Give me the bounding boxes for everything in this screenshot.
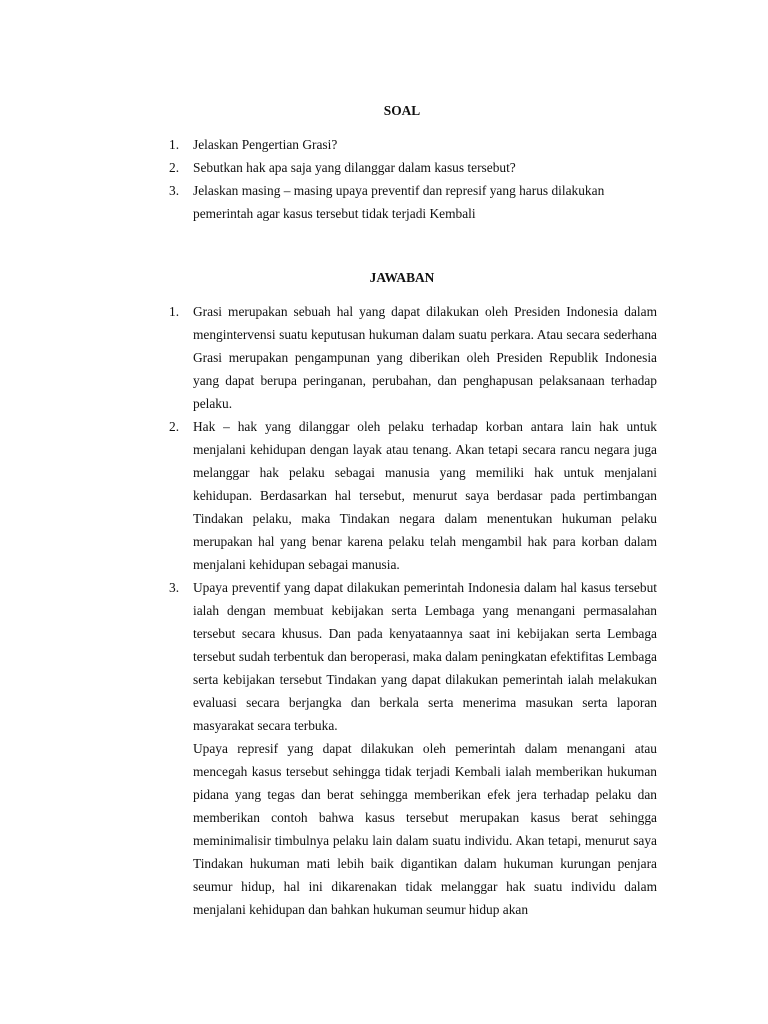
question-text: Jelaskan masing – masing upaya preventif dan represif yang harus dilakukan pemerintah agar kasus tersebut tidak terjadi Kembali [193, 183, 605, 221]
answer-text-represif: Upaya represif yang dapat dilakukan oleh pemerintah dalam menangani atau mencegah kasus tersebut sehingga tidak terjadi Kembali ialah memberikan hukuman pidana yang tegas dan berat sehingga memberikan efek jera terhadap pelaku dan memberikan contoh bahwa kasus tersebut merupakan kasus berat sehingga meminimalisir timbulnya pelaku lain dalam suatu individu. Akan tetapi, menurut saya Tindakan hukuman mati lebih baik digantikan dalam hukuman kurungan penjara seumur hidup, hal ini dikarenakan tidak melanggar hak suatu individu dalam menjalani kehidupan dan bahkan hukuman seumur hidup akan [193, 741, 657, 917]
answer-item [0, 415, 657, 576]
question-item [0, 156, 657, 179]
jawaban-heading: JAWABAN [369, 270, 435, 285]
question-item [0, 133, 657, 156]
question-item [0, 179, 657, 225]
answer-item [0, 576, 657, 921]
question-number: 1. [169, 137, 180, 152]
answer-number: 1. [169, 304, 180, 319]
answer-text: Hak – hak yang dilanggar oleh pelaku terhadap korban antara lain hak untuk menjalani kehidupan dengan layak atau tenang. Akan tetapi secara rancu negara juga melanggar hak pelaku sebagai manusia yang memiliki hak untuk menjalani kehidupan. Berdasarkan hal tersebut, menurut saya berdasar pada pertimbangan Tindakan pelaku, maka Tindakan negara dalam menentukan hukuman pelaku merupakan hal yang benar karena pelaku telah mengambil hak para korban dalam menjalani kehidupan sebagai manusia. [193, 419, 657, 572]
question-list [0, 133, 768, 225]
answer-text-preventif: Upaya preventif yang dapat dilakukan pemerintah Indonesia dalam hal kasus tersebut ialah dengan membuat kebijakan serta Lembaga yang menangani permasalahan tersebut secara khusus. Dan pada kenyataannya saat ini kebijakan serta Lembaga tersebut sudah terbentuk dan beroperasi, maka dalam peningkatan efektifitas Lembaga serta kebijakan tersebut Tindakan yang dapat dilakukan pemerintah ialah melakukan evaluasi secara berjangka dan berkala serta menerima masukan serta laporan masyarakat secara terbuka. [193, 580, 657, 733]
answer-item [0, 300, 657, 415]
question-number: 3. [169, 183, 180, 198]
answer-text: Grasi merupakan sebuah hal yang dapat dilakukan oleh Presiden Indonesia dalam mengintervensi suatu keputusan hukuman dalam suatu perkara. Atau secara sederhana Grasi merupakan pengampunan yang diberikan oleh Presiden Republik Indonesia yang dapat berupa peringanan, perubahan, dan penghapusan pelaksanaan terhadap pelaku. [193, 304, 657, 411]
question-number: 2. [169, 160, 180, 175]
answer-number: 3. [169, 580, 180, 595]
answer-list [0, 300, 768, 921]
soal-heading: SOAL [383, 103, 421, 118]
question-text: Jelaskan Pengertian Grasi? [193, 137, 338, 152]
answer-number: 2. [169, 419, 180, 434]
question-text: Sebutkan hak apa saja yang dilanggar dalam kasus tersebut? [193, 160, 516, 175]
